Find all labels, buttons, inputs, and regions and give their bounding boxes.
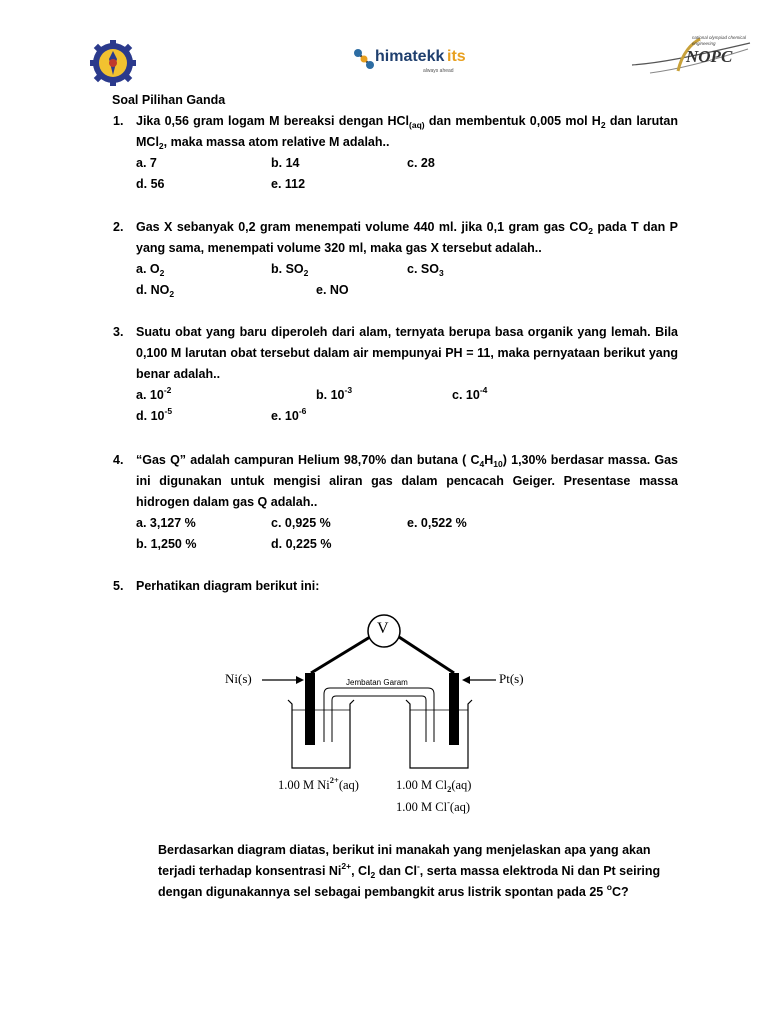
arrow-left-icon xyxy=(296,676,304,684)
q2-text: Gas X sebanyak 0,2 gram menempati volume 440 ml. jika 0,1 gram gas $CO_2$ pada T dan P yang sama, menempati volume 320 ml, maka gas X tersebut adalah.. xyxy=(136,220,678,255)
right-solution-label-1: 1.00 M $Cl_2(aq)$ xyxy=(396,778,472,794)
q5-text: Perhatikan diagram berikut ini: xyxy=(136,579,320,593)
q3-option-e: e. $10^{-6}$ xyxy=(271,406,307,423)
q2-option-e: e. NO xyxy=(316,283,349,297)
left-solution-label: 1.00 M $Ni^{2+}(aq)$ xyxy=(278,775,359,792)
q1-option-d: d. 56 xyxy=(136,177,165,191)
q3-option-b: b. $10^{-3}$ xyxy=(316,385,353,402)
q4-option-d: d. 0,225 % xyxy=(271,537,332,551)
ni-label: Ni(s) xyxy=(225,671,252,686)
its-logo xyxy=(90,40,136,86)
q4-option-c: c. 0,925 % xyxy=(271,516,331,530)
q2-option-a: a. $O_2$ xyxy=(136,262,165,278)
q1-option-b: b. 14 xyxy=(271,156,300,170)
molecule-icon xyxy=(353,48,375,70)
wire-right xyxy=(399,637,454,673)
nopc-logo xyxy=(630,33,754,77)
section-title: Soal Pilihan Ganda xyxy=(112,93,226,107)
q4-option-a: a. 3,127 % xyxy=(136,516,196,530)
wire-left xyxy=(311,637,370,673)
himatekk-tagline: always ahead xyxy=(423,68,454,74)
q3-option-c: c. $10^{-4}$ xyxy=(452,385,488,402)
q4-option-b: b. 1,250 % xyxy=(136,537,197,551)
q3-option-a: a. $10^{-2}$ xyxy=(136,385,172,402)
q1-text: Jika 0,56 gram logam M bereaksi dengan HCl$_{(aq)}$ dan membentuk 0,005 mol $H_2$ dan larutan MCl$_2$, maka massa atom relative M adalah.. xyxy=(136,114,679,151)
himatekk-wordmark: himatekk xyxy=(375,48,445,65)
ni-electrode xyxy=(305,673,315,745)
q3-text: Suatu obat yang baru diperoleh dari alam, ternyata berupa basa organik yang lemah. Bila 0,100 M larutan obat tersebut dalam air mempunyai PH = 11, maka pernyataan berikut yang benar adalah.. xyxy=(136,325,678,381)
q1-option-c: c. 28 xyxy=(407,156,435,170)
himatekk-logo xyxy=(353,46,473,76)
q3-option-d: d. $10^{-5}$ xyxy=(136,406,173,423)
q1-number: 1. xyxy=(113,114,124,128)
pt-electrode xyxy=(449,673,459,745)
nopc-wordmark: NOPC xyxy=(686,47,733,66)
q2-number: 2. xyxy=(113,220,124,234)
arrow-right-icon xyxy=(462,676,470,684)
q2-option-b: b. $SO_2$ xyxy=(271,262,309,278)
voltmeter-label: V xyxy=(377,620,389,637)
q5-number: 5. xyxy=(113,579,124,593)
q1-option-a: a. 7 xyxy=(136,156,157,170)
nopc-caption: national olympiad chemical engineering xyxy=(692,35,747,46)
q3-number: 3. xyxy=(113,325,124,339)
q4-option-e: e. 0,522 % xyxy=(407,516,467,530)
right-solution-label-2: 1.00 M Cl-(aq) xyxy=(396,797,471,814)
q4-number: 4. xyxy=(113,453,124,467)
q2-option-d: d. $NO_2$ xyxy=(136,283,175,299)
q2-option-c: c. $SO_3$ xyxy=(407,262,444,278)
q5-paragraph: Berdasarkan diagram diatas, berikut ini manakah yang menjelaskan apa yang akan terjadi terhadap konsentrasi $Ni^{2+}$, $Cl_2$ dan Cl-, serta massa elektroda Ni dan Pt seiring dengan digunakannya sel sebagai pembangkit arus listrik spontan pada 25 $^o$C? xyxy=(158,843,661,899)
q1-option-e: e. 112 xyxy=(271,177,306,191)
electrochemical-cell-diagram xyxy=(220,610,550,825)
pt-label: Pt(s) xyxy=(499,671,524,686)
q4-text: “Gas Q” adalah campuran Helium 98,70% dan butana ( $C_4H_{10}$) 1,30% berdasar massa. Gas ini digunakan untuk mengisi aliran gas dalam pencacah Geiger. Presentase massa hidrogen dalam gas Q adalah.. xyxy=(136,453,679,509)
salt-bridge-label: Jembatan Garam xyxy=(346,678,408,687)
its-wordmark: its xyxy=(447,48,466,65)
